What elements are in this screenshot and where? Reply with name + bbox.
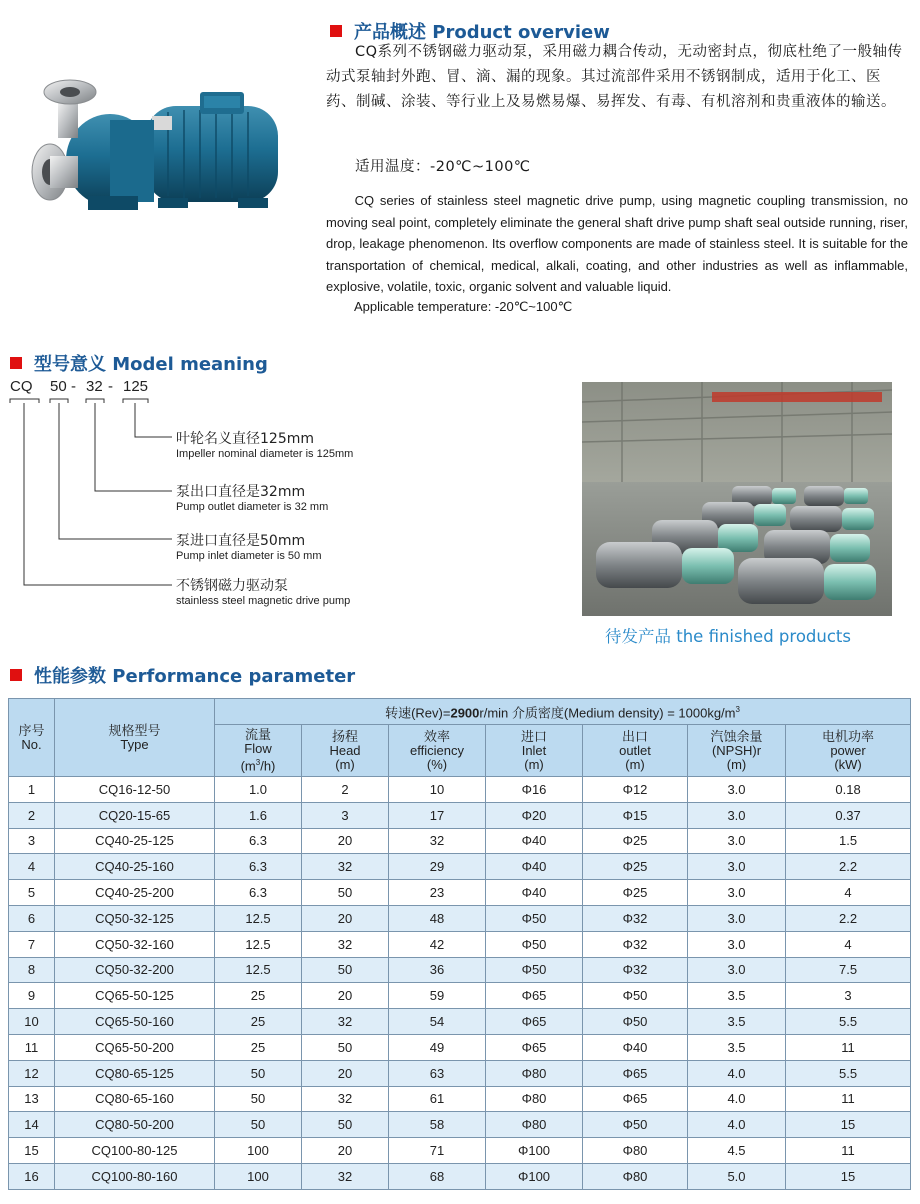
col-header-head xyxy=(302,725,389,777)
cell-outlet: Φ25 xyxy=(583,854,688,880)
model-section-title xyxy=(10,350,268,376)
cell-head: 50 xyxy=(302,880,389,906)
col-header-no xyxy=(9,699,55,777)
cell-no: 5 xyxy=(9,880,55,906)
cell-power: 7.5 xyxy=(786,957,911,983)
cell-head: 32 xyxy=(302,1009,389,1035)
photo-caption: 待发产品 the finished products xyxy=(605,627,851,646)
cell-npsh: 4.0 xyxy=(688,1086,786,1112)
col-header-en: efficiency xyxy=(410,742,464,758)
col-header-zh: 电机功率 xyxy=(822,728,875,744)
cell-head: 32 xyxy=(302,1163,389,1189)
cell-npsh: 3.0 xyxy=(688,931,786,957)
cell-npsh: 3.0 xyxy=(688,802,786,828)
cell-inlet: Φ80 xyxy=(486,1086,583,1112)
cell-npsh: 3.0 xyxy=(688,957,786,983)
model-item-en: Pump inlet diameter is 50 mm xyxy=(176,550,322,562)
cell-npsh: 3.0 xyxy=(688,854,786,880)
model-item-zh: 泵出口直径是32mm xyxy=(176,484,306,500)
cell-npsh: 3.0 xyxy=(688,828,786,854)
table-row xyxy=(9,983,911,1009)
col-header-zh: 序号 xyxy=(18,722,45,738)
cell-flow: 50 xyxy=(215,1112,302,1138)
model-item-pump-type xyxy=(176,575,350,607)
col-header-en: Type xyxy=(120,736,149,752)
col-header-outlet xyxy=(583,725,688,777)
col-header-flow xyxy=(215,725,302,777)
cell-inlet: Φ80 xyxy=(486,1112,583,1138)
cell-npsh: 3.5 xyxy=(688,983,786,1009)
cell-efficiency: 58 xyxy=(389,1112,486,1138)
cell-power: 11 xyxy=(786,1086,911,1112)
cell-efficiency: 71 xyxy=(389,1138,486,1164)
col-header-zh: 进口 xyxy=(520,728,547,744)
cell-type: CQ65-50-125 xyxy=(55,983,215,1009)
cell-inlet: Φ50 xyxy=(486,957,583,983)
col-header-unit: $(m^3/h)$ xyxy=(240,757,276,774)
cell-no: 2 xyxy=(9,802,55,828)
cell-head: 3 xyxy=(302,802,389,828)
col-header-unit: (m) xyxy=(524,756,544,772)
table-row xyxy=(9,905,911,931)
cell-efficiency: 10 xyxy=(389,777,486,803)
cell-power: 0.37 xyxy=(786,802,911,828)
cell-efficiency: 63 xyxy=(389,1060,486,1086)
cell-efficiency: 42 xyxy=(389,931,486,957)
cell-no: 1 xyxy=(9,777,55,803)
cell-flow: 25 xyxy=(215,1009,302,1035)
cell-npsh: 5.0 xyxy=(688,1163,786,1189)
cell-inlet: Φ100 xyxy=(486,1138,583,1164)
cell-flow: 1.6 xyxy=(215,802,302,828)
cell-npsh: 3.5 xyxy=(688,1009,786,1035)
overview-en-temperature: Applicable temperature: -20℃~100℃ xyxy=(354,299,573,314)
cell-no: 11 xyxy=(9,1034,55,1060)
pump-product-image xyxy=(28,78,290,230)
model-item-zh: 不锈钢磁力驱动泵 xyxy=(176,578,288,594)
col-header-zh: 汽蚀余量 xyxy=(710,728,763,744)
cell-head: 32 xyxy=(302,854,389,880)
model-item-zh: 叶轮名义直径125mm xyxy=(176,431,314,447)
overview-zh-paragraph: CQ系列不锈钢磁力驱动泵，采用磁力耦合传动，无动密封点，彻底杜绝了一般轴传动式泵轴封外跑、冒、滴、漏的现象。其过流部件采用不锈钢制成，适用于化工、医药、制碱、涂装、等行业上及易燃易爆、易挥发、有毒、有机溶剂和贵重液体的输送。 xyxy=(326,44,903,110)
speed-prefix: 转速(Rev)= xyxy=(385,705,451,721)
cell-head: 20 xyxy=(302,1060,389,1086)
density-text: r/min 介质密度(Medium density) = 1000kg/m xyxy=(479,705,736,721)
cell-head: 2 xyxy=(302,777,389,803)
cell-efficiency: 17 xyxy=(389,802,486,828)
cell-power: 4 xyxy=(786,880,911,906)
model-item-impeller xyxy=(176,428,353,460)
cell-npsh: 3.0 xyxy=(688,880,786,906)
model-code-dash-1: - xyxy=(71,378,76,395)
cell-type: CQ16-12-50 xyxy=(55,777,215,803)
model-code-32: 32 xyxy=(86,378,103,395)
cell-outlet: Φ65 xyxy=(583,1060,688,1086)
performance-section-title xyxy=(10,662,355,688)
cell-outlet: Φ80 xyxy=(583,1138,688,1164)
cell-power: 11 xyxy=(786,1034,911,1060)
cell-flow: 100 xyxy=(215,1163,302,1189)
cell-type: CQ50-32-125 xyxy=(55,905,215,931)
cell-flow: 6.3 xyxy=(215,828,302,854)
table-row xyxy=(9,777,911,803)
cell-head: 20 xyxy=(302,828,389,854)
table-row xyxy=(9,1009,911,1035)
performance-table-body xyxy=(9,777,911,1190)
col-header-en: power xyxy=(830,742,866,758)
cell-head: 20 xyxy=(302,983,389,1009)
cell-outlet: Φ65 xyxy=(583,1086,688,1112)
cell-type: CQ80-50-200 xyxy=(55,1112,215,1138)
cell-head: 50 xyxy=(302,957,389,983)
cell-power: 1.5 xyxy=(786,828,911,854)
cell-flow: 25 xyxy=(215,983,302,1009)
red-square-bullet-icon xyxy=(330,25,342,37)
col-header-en: outlet xyxy=(619,742,651,758)
speed-value: 2900 xyxy=(450,705,480,721)
cell-flow: 6.3 xyxy=(215,854,302,880)
cell-inlet: Φ65 xyxy=(486,1034,583,1060)
table-row xyxy=(9,1086,911,1112)
cell-efficiency: 29 xyxy=(389,854,486,880)
cell-type: CQ65-50-160 xyxy=(55,1009,215,1035)
model-item-en: stainless steel magnetic drive pump xyxy=(176,595,351,607)
cell-no: 8 xyxy=(9,957,55,983)
cell-flow: 1.0 xyxy=(215,777,302,803)
table-row xyxy=(9,931,911,957)
col-header-unit: (%) xyxy=(426,756,448,772)
cell-no: 3 xyxy=(9,828,55,854)
cell-efficiency: 32 xyxy=(389,828,486,854)
cell-power: 0.18 xyxy=(786,777,911,803)
cell-type: CQ20-15-65 xyxy=(55,802,215,828)
cell-outlet: Φ50 xyxy=(583,1112,688,1138)
red-square-bullet-icon xyxy=(10,357,22,369)
cell-no: 7 xyxy=(9,931,55,957)
cell-npsh: 3.0 xyxy=(688,905,786,931)
cell-flow: 25 xyxy=(215,1034,302,1060)
speed-density-header xyxy=(215,699,911,725)
table-row xyxy=(9,1112,911,1138)
cell-head: 20 xyxy=(302,905,389,931)
performance-title-text: 性能参数 Performance parameter xyxy=(34,666,356,687)
cell-power: 15 xyxy=(786,1163,911,1189)
model-code-50: 50 xyxy=(50,378,67,395)
table-row xyxy=(9,802,911,828)
cell-inlet: Φ20 xyxy=(486,802,583,828)
col-header-zh: 规格型号 xyxy=(108,722,161,738)
performance-table xyxy=(8,698,911,1190)
cell-no: 6 xyxy=(9,905,55,931)
col-header-efficiency xyxy=(389,725,486,777)
col-header-en: Inlet xyxy=(521,742,547,758)
cell-type: CQ80-65-160 xyxy=(55,1086,215,1112)
cell-type: CQ40-25-160 xyxy=(55,854,215,880)
cell-power: 3 xyxy=(786,983,911,1009)
model-title-text: 型号意义 Model meaning xyxy=(34,354,268,375)
table-row xyxy=(9,1163,911,1189)
cell-efficiency: 36 xyxy=(389,957,486,983)
cell-efficiency: 48 xyxy=(389,905,486,931)
table-header-row-top xyxy=(9,699,911,725)
cell-efficiency: 59 xyxy=(389,983,486,1009)
model-item-en: Pump outlet diameter is 32 mm xyxy=(176,501,329,513)
cell-head: 32 xyxy=(302,1086,389,1112)
cell-inlet: Φ40 xyxy=(486,854,583,880)
cell-npsh: 4.5 xyxy=(688,1138,786,1164)
cell-power: 5.5 xyxy=(786,1009,911,1035)
cell-outlet: Φ50 xyxy=(583,1009,688,1035)
cell-inlet: Φ40 xyxy=(486,880,583,906)
table-row xyxy=(9,1138,911,1164)
model-item-zh: 泵进口直径是50mm xyxy=(176,533,306,549)
density-unit-sup: 3 xyxy=(735,704,740,714)
cell-head: 32 xyxy=(302,931,389,957)
cell-outlet: Φ15 xyxy=(583,802,688,828)
cell-outlet: Φ32 xyxy=(583,905,688,931)
cell-efficiency: 68 xyxy=(389,1163,486,1189)
col-header-unit: (m) xyxy=(726,756,747,772)
model-meaning-connector-lines xyxy=(0,396,180,596)
cell-efficiency: 61 xyxy=(389,1086,486,1112)
table-row xyxy=(9,957,911,983)
cell-flow: 12.5 xyxy=(215,905,302,931)
cell-npsh: 3.5 xyxy=(688,1034,786,1060)
cell-npsh: 3.0 xyxy=(688,777,786,803)
cell-efficiency: 54 xyxy=(389,1009,486,1035)
cell-flow: 12.5 xyxy=(215,931,302,957)
cell-outlet: Φ50 xyxy=(583,983,688,1009)
cell-efficiency: 49 xyxy=(389,1034,486,1060)
cell-flow: 6.3 xyxy=(215,880,302,906)
cell-efficiency: 23 xyxy=(389,880,486,906)
cell-power: 2.2 xyxy=(786,854,911,880)
model-item-en: Impeller nominal diameter is 125mm xyxy=(176,448,354,460)
cell-npsh: 4.0 xyxy=(688,1060,786,1086)
cell-no: 14 xyxy=(9,1112,55,1138)
cell-power: 4 xyxy=(786,931,911,957)
cell-inlet: Φ50 xyxy=(486,905,583,931)
table-row xyxy=(9,1034,911,1060)
cell-type: CQ50-32-200 xyxy=(55,957,215,983)
col-header-en: (NPSH)r xyxy=(711,742,762,758)
cell-no: 15 xyxy=(9,1138,55,1164)
cell-type: CQ100-80-125 xyxy=(55,1138,215,1164)
col-header-en: Head xyxy=(329,742,361,758)
cell-flow: 12.5 xyxy=(215,957,302,983)
cell-no: 12 xyxy=(9,1060,55,1086)
cell-inlet: Φ65 xyxy=(486,983,583,1009)
cell-inlet: Φ16 xyxy=(486,777,583,803)
red-square-bullet-icon xyxy=(10,669,22,681)
table-row xyxy=(9,854,911,880)
cell-head: 50 xyxy=(302,1112,389,1138)
col-header-zh: 效率 xyxy=(423,728,450,744)
cell-type: CQ80-65-125 xyxy=(55,1060,215,1086)
cell-inlet: Φ65 xyxy=(486,1009,583,1035)
col-header-zh: 出口 xyxy=(621,728,648,744)
cell-type: CQ40-25-200 xyxy=(55,880,215,906)
cell-no: 10 xyxy=(9,1009,55,1035)
cell-type: CQ65-50-200 xyxy=(55,1034,215,1060)
cell-outlet: Φ25 xyxy=(583,828,688,854)
model-item-outlet xyxy=(176,481,328,513)
col-header-unit: (kW) xyxy=(834,756,862,772)
cell-inlet: Φ80 xyxy=(486,1060,583,1086)
model-item-inlet xyxy=(176,530,322,562)
finished-products-photo xyxy=(582,382,892,616)
table-row xyxy=(9,880,911,906)
col-header-en: Flow xyxy=(244,740,272,756)
cell-inlet: Φ100 xyxy=(486,1163,583,1189)
col-header-power xyxy=(786,725,911,777)
col-header-npsh xyxy=(688,725,786,777)
cell-inlet: Φ50 xyxy=(486,931,583,957)
col-header-unit: (m) xyxy=(335,756,355,772)
cell-npsh: 4.0 xyxy=(688,1112,786,1138)
col-header-zh: 扬程 xyxy=(331,728,358,744)
cell-no: 9 xyxy=(9,983,55,1009)
table-row xyxy=(9,828,911,854)
cell-outlet: Φ32 xyxy=(583,931,688,957)
cell-power: 15 xyxy=(786,1112,911,1138)
col-header-unit: (m) xyxy=(625,756,645,772)
col-header-zh: 流量 xyxy=(244,726,271,742)
cell-type: CQ100-80-160 xyxy=(55,1163,215,1189)
cell-outlet: Φ80 xyxy=(583,1163,688,1189)
cell-head: 50 xyxy=(302,1034,389,1060)
cell-type: CQ50-32-160 xyxy=(55,931,215,957)
col-header-type xyxy=(55,699,215,777)
model-code-125: 125 xyxy=(123,378,149,395)
cell-head: 20 xyxy=(302,1138,389,1164)
cell-flow: 100 xyxy=(215,1138,302,1164)
col-header-inlet xyxy=(486,725,583,777)
model-code-dash-2: - xyxy=(108,378,113,395)
cell-type: CQ40-25-125 xyxy=(55,828,215,854)
overview-zh-temperature: 适用温度：-20℃~100℃ xyxy=(355,159,531,175)
cell-power: 5.5 xyxy=(786,1060,911,1086)
cell-no: 16 xyxy=(9,1163,55,1189)
cell-outlet: Φ40 xyxy=(583,1034,688,1060)
cell-power: 11 xyxy=(786,1138,911,1164)
model-code-cq: CQ xyxy=(10,378,33,395)
cell-power: 2.2 xyxy=(786,905,911,931)
cell-flow: 50 xyxy=(215,1060,302,1086)
col-header-en: No. xyxy=(21,736,42,752)
cell-no: 4 xyxy=(9,854,55,880)
cell-outlet: Φ25 xyxy=(583,880,688,906)
cell-flow: 50 xyxy=(215,1086,302,1112)
cell-inlet: Φ40 xyxy=(486,828,583,854)
overview-title-text: 产品概述 Product overview xyxy=(354,22,610,43)
overview-en-paragraph: CQ series of stainless steel magnetic drive pump, using magnetic coupling transmission, no moving seal point, completely eliminate the general shaft drive pump shaft seal outside running, riser, drop, leakage phenomenon. Its overflow components are made of stainless steel. It is suitable for the transportation of chemical, medical, alkali, coating, and other industries as well as inflammable, explosive, volatile, toxic, organic solvent and valuable liquid. xyxy=(326,193,908,294)
table-row xyxy=(9,1060,911,1086)
cell-outlet: Φ32 xyxy=(583,957,688,983)
cell-no: 13 xyxy=(9,1086,55,1112)
cell-outlet: Φ12 xyxy=(583,777,688,803)
